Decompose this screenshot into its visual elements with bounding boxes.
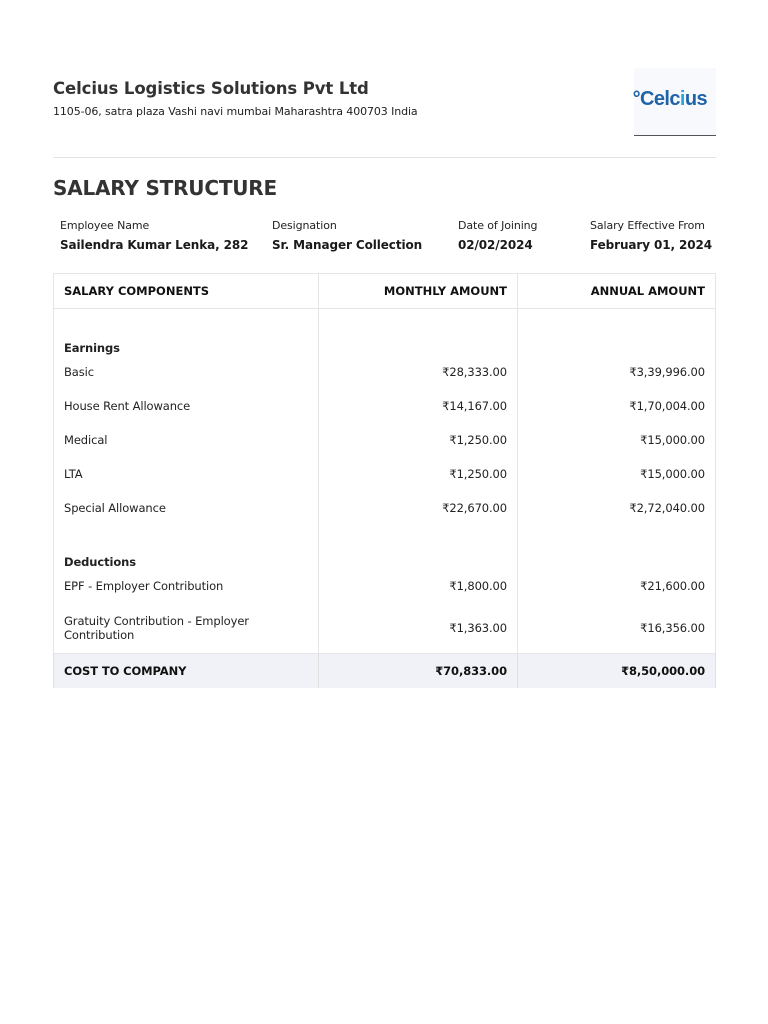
company-logo [634,68,716,136]
table-row [54,423,716,457]
column-header-annual: ANNUAL AMOUNT [518,274,716,309]
section-deductions [54,525,716,569]
employee-name-value: Sailendra Kumar Lenka, 282 [60,238,249,252]
logo-underline [634,135,716,136]
date-of-joining-value: 02/02/2024 [458,238,533,252]
employee-info [60,219,716,259]
monthly-amount: ₹1,800.00 [319,569,518,603]
document-header [53,0,716,158]
company-address: 1105-06, satra plaza Vashi navi mumbai Maharashtra 400703 India [53,105,418,118]
total-row [54,654,716,689]
annual-amount: ₹2,72,040.00 [518,491,716,525]
column-header-monthly: MONTHLY AMOUNT [319,274,518,309]
monthly-amount: ₹22,670.00 [319,491,518,525]
annual-amount: ₹15,000.00 [518,457,716,491]
salary-effective-block [590,219,712,252]
designation-label: Designation [272,219,337,232]
annual-amount: ₹3,39,996.00 [518,355,716,389]
table-row [54,603,716,654]
table-row [54,457,716,491]
column-header-components: SALARY COMPONENTS [54,274,319,309]
monthly-amount: ₹1,363.00 [319,603,518,654]
annual-amount: ₹15,000.00 [518,423,716,457]
table-row [54,355,716,389]
employee-name-block [60,219,248,252]
table-header-row [54,274,716,309]
monthly-amount: ₹28,333.00 [319,355,518,389]
page-title: SALARY STRUCTURE [53,176,277,200]
annual-amount: ₹1,70,004.00 [518,389,716,423]
component-name: Basic [54,355,319,389]
designation-block [272,219,422,252]
table-row [54,491,716,525]
logo-wordmark: °Celcius [632,88,707,110]
total-annual-amount: ₹8,50,000.00 [518,654,716,689]
table-row [54,389,716,423]
company-name: Celcius Logistics Solutions Pvt Ltd [53,79,369,98]
section-label: Deductions [54,525,319,569]
annual-amount: ₹21,600.00 [518,569,716,603]
annual-amount: ₹16,356.00 [518,603,716,654]
monthly-amount: ₹14,167.00 [319,389,518,423]
monthly-amount: ₹1,250.00 [319,423,518,457]
component-name: EPF - Employer Contribution [54,569,319,603]
employee-name-label: Employee Name [60,219,150,232]
salary-effective-label: Salary Effective From [590,219,705,232]
component-name: House Rent Allowance [54,389,319,423]
date-of-joining-block [458,219,537,252]
designation-value: Sr. Manager Collection [272,238,423,252]
component-name: Medical [54,423,319,457]
salary-structure-document [53,0,716,678]
salary-effective-value: February 01, 2024 [590,238,713,252]
component-name: Gratuity Contribution - Employer Contribution [54,603,319,654]
monthly-amount: ₹1,250.00 [319,457,518,491]
section-earnings [54,309,716,356]
table-row [54,569,716,603]
salary-table [53,273,716,688]
date-of-joining-label: Date of Joining [458,219,538,232]
component-name: LTA [54,457,319,491]
component-name: Special Allowance [54,491,319,525]
total-label: COST TO COMPANY [54,654,319,689]
section-label: Earnings [54,309,319,356]
total-monthly-amount: ₹70,833.00 [319,654,518,689]
